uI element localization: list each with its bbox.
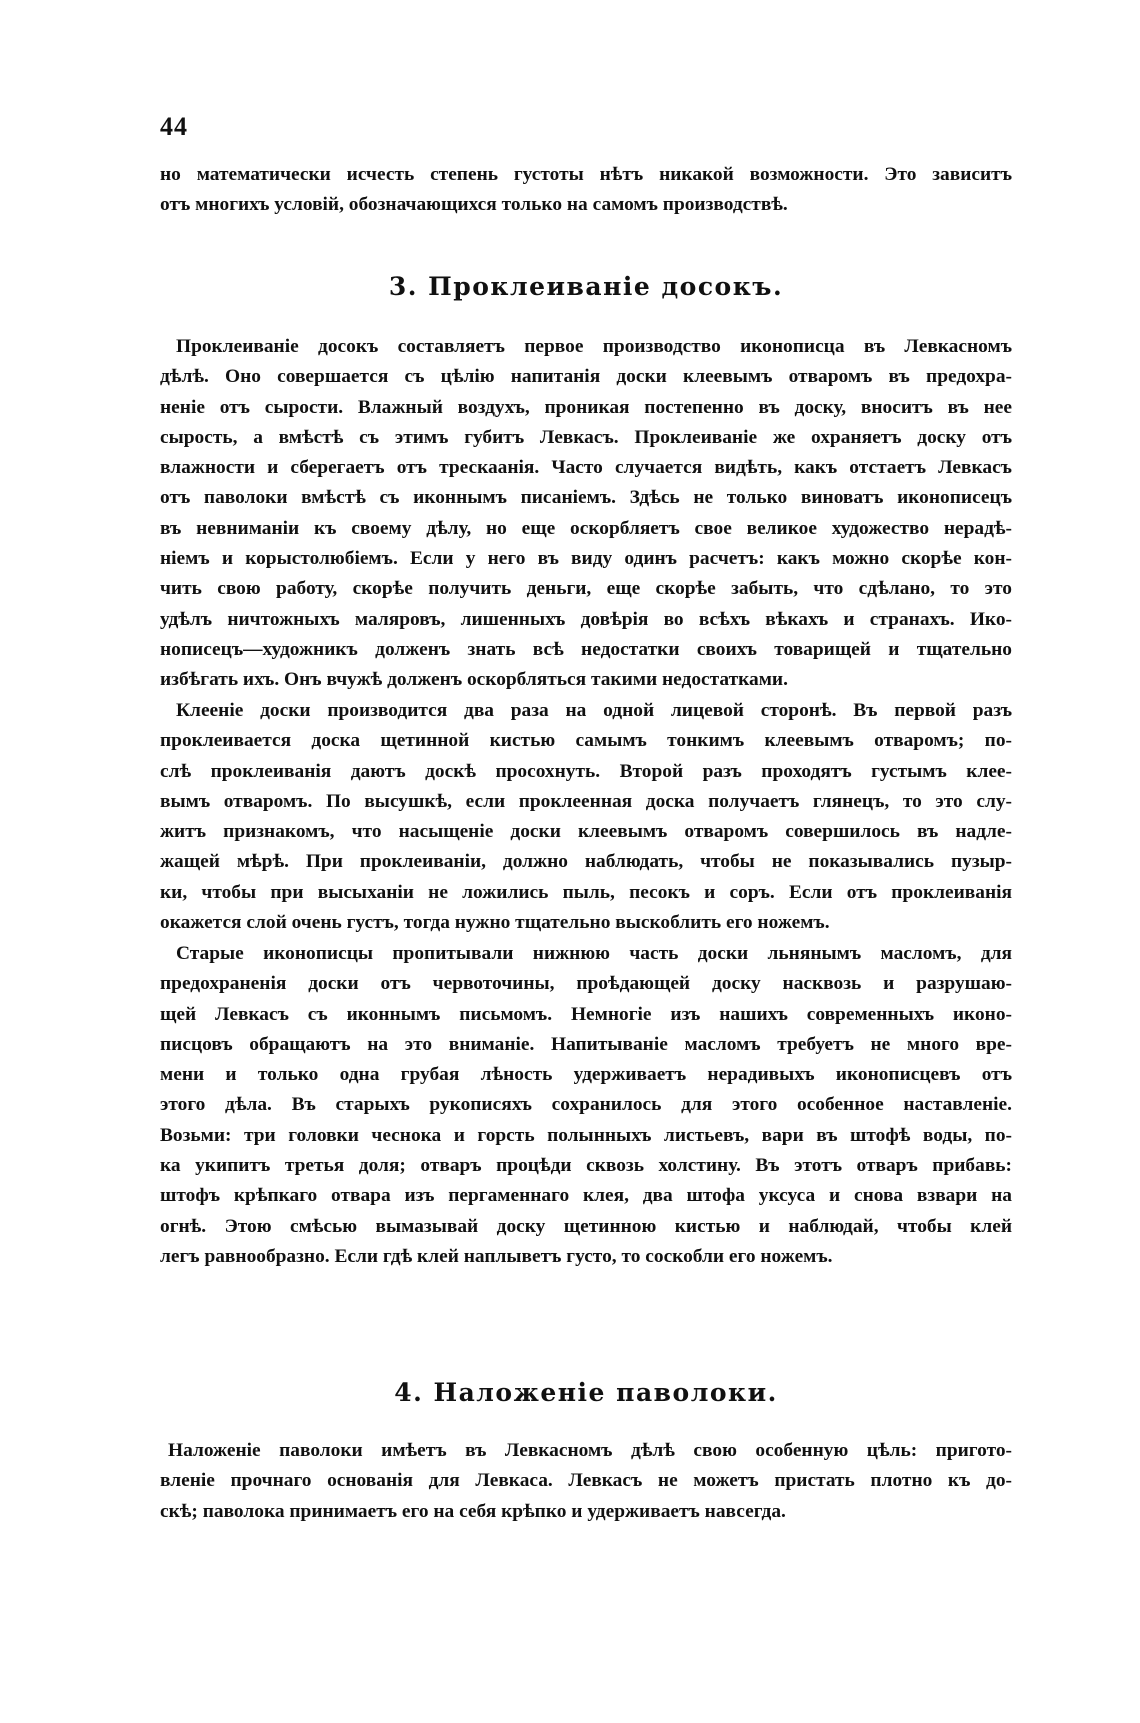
text-line: вымъ отваромъ. По высушкѣ, если проклеенная доска получаетъ глянецъ, то это слу-: [160, 790, 1012, 812]
text-line: Клееніе доски производится два раза на одной лицевой сторонѣ. Въ первой разъ: [176, 700, 1012, 721]
intro-paragraph: [160, 160, 1012, 221]
text-line: окажется слой очень густъ, тогда нужно тщательно выскоблить его ножемъ.: [160, 912, 830, 934]
text-line: дѣлѣ. Оно совершается съ цѣлію напитанія доски клеевымъ отваромъ въ предохра-: [160, 366, 1012, 388]
paragraph: [160, 696, 1012, 938]
section-heading: 3. Проклеиваніе досокъ.: [388, 272, 784, 301]
text-line: отъ многихъ условій, обозначающихся только на самомъ производствѣ.: [160, 194, 788, 216]
text-line: но математически исчесть степень густоты нѣтъ никакой возможности. Это зависитъ: [160, 164, 1012, 185]
text-line: избѣгать ихъ. Онъ вчужѣ долженъ оскорбляться такими недостатками.: [160, 669, 788, 691]
text-line: жащей мѣрѣ. При проклеиваніи, должно наблюдать, чтобы не показывались пузыр-: [160, 851, 1012, 873]
text-line: слѣ проклеиванія даютъ доскѣ просохнуть. Второй разъ проходятъ густымъ клее-: [160, 760, 1012, 782]
page-number: 44: [160, 112, 188, 141]
text-line: вленіе прочнаго основанія для Левкаса. Левкасъ не можетъ пристать плотно къ до-: [160, 1470, 1012, 1492]
text-line: сырость, а вмѣстѣ съ этимъ губитъ Левкасъ. Проклеиваніе же охраняетъ доску отъ: [160, 426, 1012, 448]
paragraph: [160, 332, 1012, 696]
section-heading: 4. Наложеніе паволоки.: [394, 1378, 778, 1407]
text-line: мени и только одна грубая лѣность удерживаетъ нерадивыхъ иконописцевъ отъ: [160, 1064, 1012, 1086]
text-line: житъ признакомъ, что насыщеніе доски клеевымъ отваромъ совершилось въ надле-: [160, 821, 1012, 843]
text-line: предохраненія доски отъ червоточины, проѣдающей доску насквозь и разрушаю-: [160, 973, 1012, 995]
text-line: Старые иконописцы пропитывали нижнюю часть доски льнянымъ масломъ, для: [176, 943, 1012, 964]
text-line: неніе отъ сырости. Влажный воздухъ, проникая постепенно въ доску, вноситъ въ нее: [160, 396, 1012, 418]
text-line: огнѣ. Этою смѣсью вымазывай доску щетинною кистью и наблюдай, чтобы клей: [160, 1215, 1012, 1237]
text-line: отъ паволоки вмѣстѣ съ иконнымъ писаніемъ. Здѣсь не только виноватъ иконописецъ: [160, 487, 1012, 509]
text-line: чить свою работу, скорѣе получить деньги, еще скорѣе забыть, что сдѣлано, то это: [160, 578, 1012, 600]
text-line: Проклеиваніе досокъ составляетъ первое производство иконописца въ Левкасномъ: [176, 336, 1012, 357]
paragraph: [160, 1436, 1012, 1527]
text-line: этого дѣла. Въ старыхъ рукописяхъ сохранилось для этого особенное наставленіе.: [160, 1094, 1012, 1116]
text-line: Наложеніе паволоки имѣетъ въ Левкасномъ дѣлѣ свою особенную цѣль: пригото-: [168, 1440, 1012, 1461]
text-line: нописецъ—художникъ долженъ знать всѣ недостатки своихъ товарищей и тщательно: [160, 638, 1012, 660]
text-line: Возьми: три головки чеснока и горсть полынныхъ листьевъ, вари въ штофѣ воды, по-: [160, 1124, 1012, 1146]
text-line: ка укипитъ третья доля; отваръ процѣди сквозь холстину. Въ этотъ отваръ прибавь:: [160, 1155, 1012, 1177]
text-line: штофъ крѣпкаго отвара изъ пергаменнаго клея, два штофа уксуса и снова взвари на: [160, 1185, 1012, 1207]
text-line: скѣ; паволока принимаетъ его на себя крѣпко и удерживаетъ навсегда.: [160, 1500, 786, 1522]
text-line: удѣлъ ничтожныхъ маляровъ, лишенныхъ довѣрія во всѣхъ вѣкахъ и странахъ. Ико-: [160, 608, 1012, 630]
text-line: ніемъ и корыстолюбіемъ. Если у него въ виду одинъ расчетъ: какъ можно скорѣе кон-: [160, 548, 1012, 570]
text-line: проклеивается доска щетинной кистью самымъ тонкимъ клеевымъ отваромъ; по-: [160, 730, 1012, 752]
text-line: легъ равнообразно. Если гдѣ клей наплыветъ густо, то соскобли его ножемъ.: [160, 1245, 833, 1267]
text-line: ки, чтобы при высыханіи не ложились пыль, песокъ и соръ. Если отъ проклеиванія: [160, 881, 1012, 903]
text-line: щей Левкасъ съ иконнымъ письмомъ. Немногіе изъ нашихъ современныхъ иконо-: [160, 1003, 1012, 1025]
text-line: въ невниманіи къ своему дѣлу, но еще оскорбляетъ свое великое художество нерадѣ-: [160, 517, 1012, 539]
text-line: писцовъ обращаютъ на это вниманіе. Напитываніе масломъ требуетъ не много вре-: [160, 1033, 1012, 1055]
text-line: влажности и сберегаетъ отъ трескаанія. Часто случается видѣть, какъ отстаетъ Левкасъ: [160, 457, 1012, 479]
paragraph: [160, 939, 1012, 1272]
